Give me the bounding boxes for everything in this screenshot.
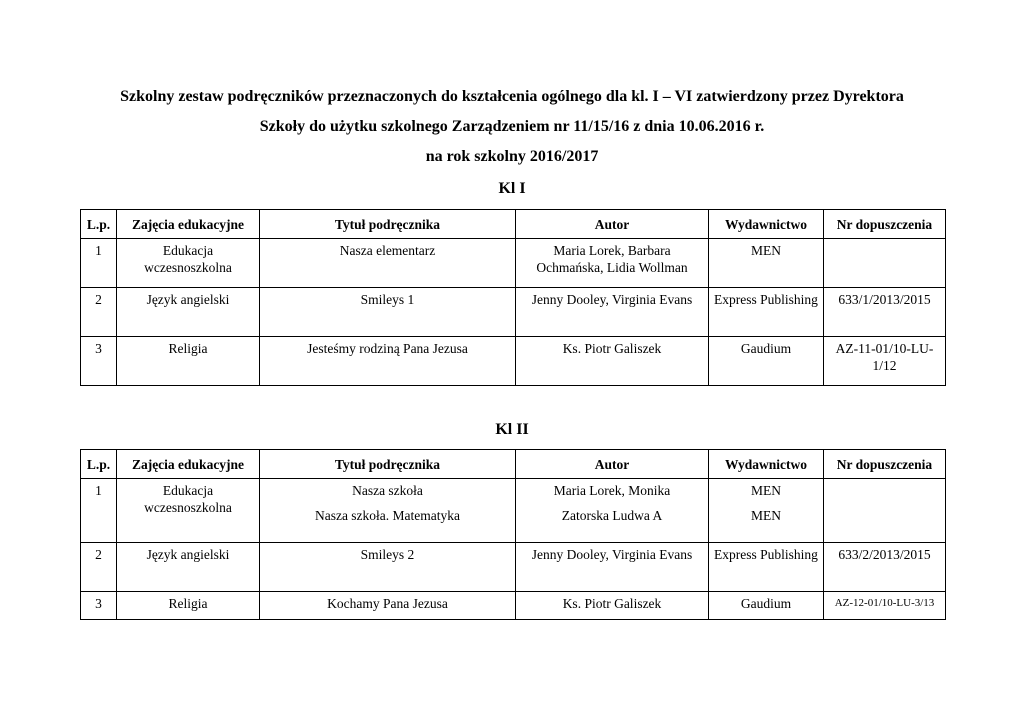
cell-zajecia: Edukacja wczesnoszkolna [117, 479, 260, 543]
cell-nr: AZ-12-01/10-LU-3/13 [824, 592, 946, 620]
heading-line-2: Szkoły do użytku szkolnego Zarządzeniem nr 11/15/16 z dnia 10.06.2016 r. [259, 118, 765, 135]
cell-tytul [260, 479, 516, 543]
col-header-zajecia: Zajęcia edukacyjne [117, 450, 260, 479]
table-row [81, 592, 946, 620]
cell-nr: 633/1/2013/2015 [824, 288, 946, 337]
cell-tytul: Jesteśmy rodziną Pana Jezusa [260, 337, 516, 386]
cell-wydawnictwo [709, 479, 824, 543]
col-header-lp: L.p. [81, 450, 117, 479]
col-header-autor: Autor [516, 450, 709, 479]
cell-zajecia: Religia [117, 592, 260, 620]
publisher-line-b: MEN [751, 508, 781, 523]
cell-wydawnictwo: Express Publishing [709, 288, 824, 337]
cell-lp: 1 [81, 479, 117, 543]
class-2-table [80, 449, 946, 620]
table-row [81, 239, 946, 288]
table-header-row [81, 450, 946, 479]
cell-tytul: Smileys 1 [260, 288, 516, 337]
cell-zajecia: Religia [117, 337, 260, 386]
table-row [81, 337, 946, 386]
col-header-autor: Autor [516, 210, 709, 239]
cell-nr [824, 239, 946, 288]
cell-lp: 3 [81, 337, 117, 386]
col-header-nr: Nr dopuszczenia [824, 450, 946, 479]
cell-wydawnictwo: Gaudium [709, 337, 824, 386]
cell-wydawnictwo: MEN [709, 239, 824, 288]
cell-zajecia: Język angielski [117, 288, 260, 337]
cell-lp: 3 [81, 592, 117, 620]
cell-nr: AZ-11-01/10-LU-1/12 [824, 337, 946, 386]
title-line-b: Nasza szkoła. Matematyka [314, 508, 461, 523]
cell-nr [824, 479, 946, 543]
cell-zajecia: Język angielski [117, 543, 260, 592]
author-line-b: Zatorska Ludwa A [561, 508, 663, 523]
heading-line-1: Szkolny zestaw podręczników przeznaczonych do kształcenia ogólnego dla kl. I – VI zatwierdzony przez Dyrektora [120, 88, 904, 105]
cell-lp: 2 [81, 543, 117, 592]
col-header-lp: L.p. [81, 210, 117, 239]
cell-tytul: Nasza elementarz [260, 239, 516, 288]
cell-wydawnictwo: Gaudium [709, 592, 824, 620]
class-1-table [80, 209, 946, 386]
col-header-nr: Nr dopuszczenia [824, 210, 946, 239]
cell-autor: Ks. Piotr Galiszek [516, 592, 709, 620]
col-header-wydawnictwo: Wydawnictwo [709, 210, 824, 239]
cell-wydawnictwo: Express Publishing [709, 543, 824, 592]
class-1-title: Kl I [498, 180, 526, 197]
class-2-title: Kl II [495, 421, 529, 438]
table-row [81, 479, 946, 543]
col-header-wydawnictwo: Wydawnictwo [709, 450, 824, 479]
table-row [81, 543, 946, 592]
cell-autor: Jenny Dooley, Virginia Evans [516, 543, 709, 592]
heading-line-3: na rok szkolny 2016/2017 [425, 148, 599, 165]
cell-autor: Ks. Piotr Galiszek [516, 337, 709, 386]
cell-autor: Jenny Dooley, Virginia Evans [516, 288, 709, 337]
col-header-zajecia: Zajęcia edukacyjne [117, 210, 260, 239]
table-header-row [81, 210, 946, 239]
cell-autor [516, 479, 709, 543]
cell-tytul: Kochamy Pana Jezusa [260, 592, 516, 620]
cell-lp: 2 [81, 288, 117, 337]
table-row [81, 288, 946, 337]
document-heading [0, 82, 1024, 172]
cell-autor: Maria Lorek, Barbara Ochmańska, Lidia Wollman [516, 239, 709, 288]
cell-nr: 633/2/2013/2015 [824, 543, 946, 592]
title-line-a: Nasza szkoła [352, 483, 423, 498]
author-line-a: Maria Lorek, Monika [553, 483, 671, 498]
cell-zajecia: Edukacja wczesnoszkolna [117, 239, 260, 288]
col-header-tytul: Tytuł podręcznika [260, 210, 516, 239]
cell-tytul: Smileys 2 [260, 543, 516, 592]
publisher-line-a: MEN [751, 483, 781, 498]
col-header-tytul: Tytuł podręcznika [260, 450, 516, 479]
cell-lp: 1 [81, 239, 117, 288]
